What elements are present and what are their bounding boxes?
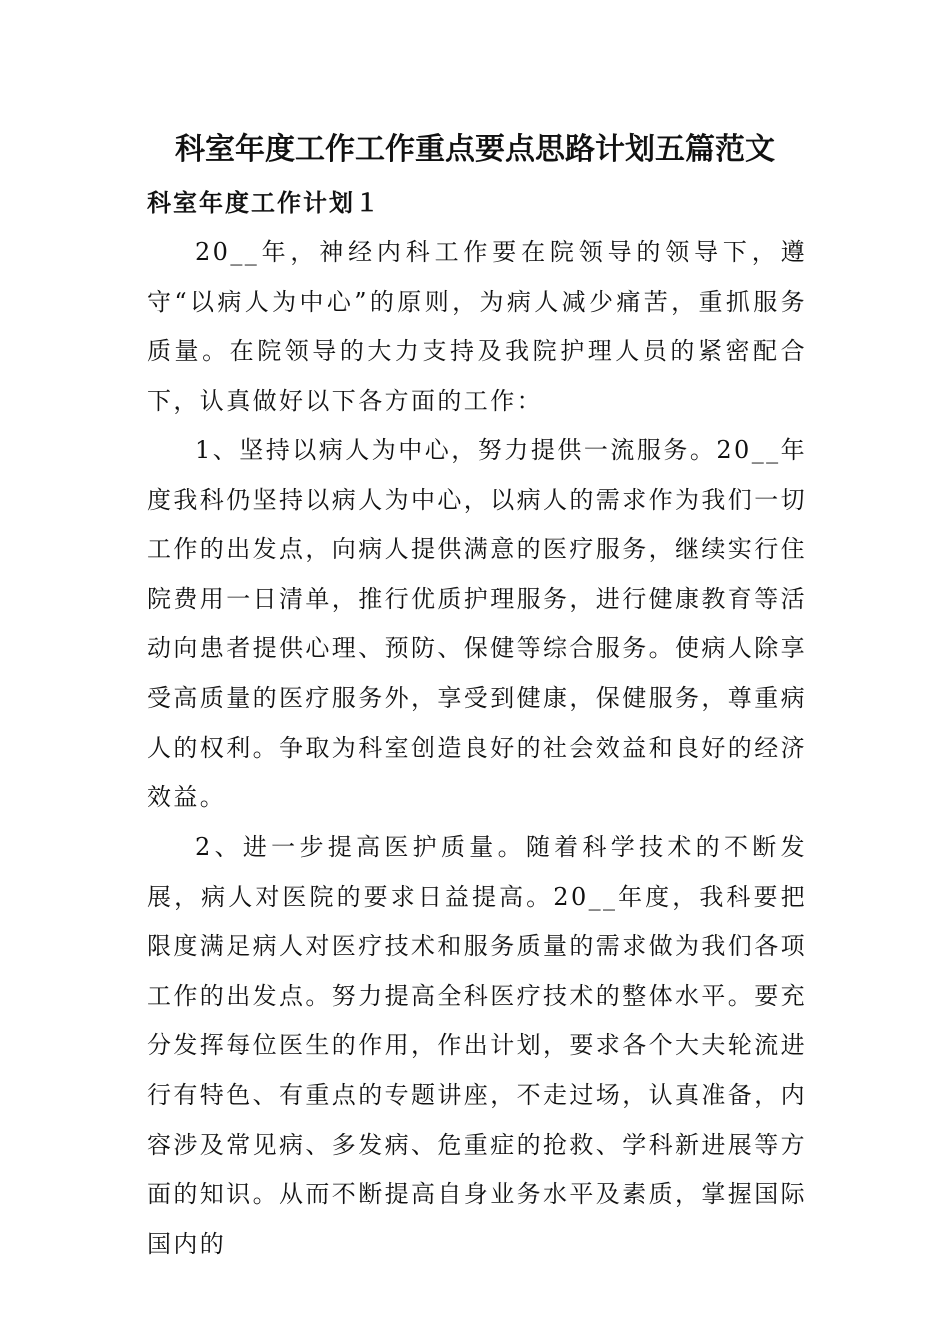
document-title: 科室年度工作工作重点要点思路计划五篇范文 bbox=[175, 132, 775, 167]
paragraph-item-1: 1、坚持以病人为中心，努力提供一流服务。20__年度我科仍坚持以病人为中心，以病人的需求作为我们一切工作的出发点，向病人提供满意的医疗服务，继续实行住院费用一日清单，推行优质护理服务，进行健康教育等活动向患者提供心理、预防、保健等综合服务。使病人除享受高质量的医疗服务外，享受到健康，保健服务，尊重病人的权利。争取为科室创造良好的社会效益和良好的经济效益。 bbox=[147, 436, 807, 812]
paragraph-item-2: 2、进一步提高医护质量。随着科学技术的不断发展，病人对医院的要求日益提高。20__年度，我科要把限度满足病人对医疗技术和服务质量的需求做为我们各项工作的出发点。努力提高全科医疗技术的整体水平。要充分发挥每位医生的作用，作出计划，要求各个大夫轮流进行有特色、有重点的专题讲座，不走过场，认真准备，内容涉及常见病、多发病、危重症的抢救、学科新进展等方面的知识。从而不断提高自身业务水平及素质，掌握国际国内的 bbox=[147, 833, 807, 1258]
paragraph-intro: 20__年，神经内科工作要在院领导的领导下，遵守“以病人为中心”的原则，为病人减少痛苦，重抓服务质量。在院领导的大力支持及我院护理人员的紧密配合下，认真做好以下各方面的工作： bbox=[147, 238, 807, 415]
section-heading: 科室年度工作计划１ bbox=[147, 188, 381, 217]
